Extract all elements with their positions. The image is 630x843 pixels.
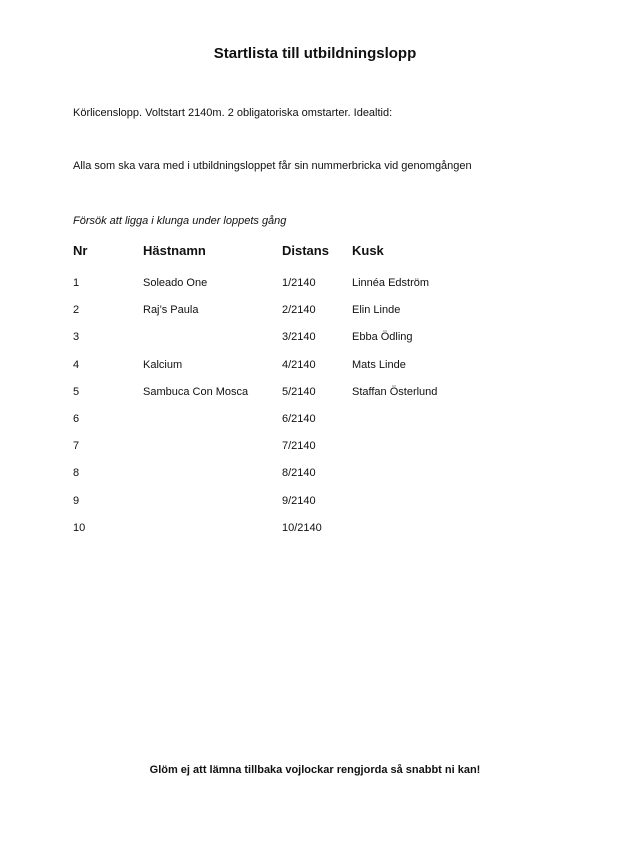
cell-distance: 10/2140	[282, 521, 322, 534]
cell-nr: 10	[73, 521, 86, 534]
pack-instruction-paragraph: Försök att ligga i klunga under loppets gång	[73, 215, 287, 227]
race-info-paragraph: Körlicenslopp. Voltstart 2140m. 2 obligatoriska omstarter. Idealtid:	[73, 107, 393, 119]
cell-nr: 6	[73, 412, 80, 425]
header-distance: Distans	[282, 243, 329, 258]
cell-distance: 2/2140	[282, 304, 316, 317]
header-horse-name: Hästnamn	[143, 243, 206, 258]
cell-driver: Ebba Ödling	[352, 331, 413, 344]
cell-nr: 4	[73, 358, 80, 371]
cell-nr: 5	[73, 385, 80, 398]
cell-distance: 4/2140	[282, 358, 316, 371]
cell-driver: Staffan Österlund	[352, 385, 438, 398]
cell-distance: 7/2140	[282, 440, 316, 453]
cell-distance: 8/2140	[282, 467, 316, 480]
cell-driver: Linnéa Edström	[352, 277, 430, 289]
cell-nr: 2	[73, 304, 80, 317]
cell-nr: 8	[73, 467, 80, 480]
cell-distance: 1/2140	[282, 277, 316, 289]
cell-nr: 1	[73, 277, 80, 289]
cell-distance: 9/2140	[282, 494, 316, 507]
cell-distance: 5/2140	[282, 385, 316, 398]
document-title: Startlista till utbildningslopp	[213, 45, 417, 62]
header-driver: Kusk	[352, 243, 384, 258]
cell-horse-name: Sambuca Con Mosca	[143, 385, 249, 398]
cell-driver: Mats Linde	[352, 358, 406, 371]
cell-driver: Elin Linde	[352, 304, 401, 317]
cell-distance: 3/2140	[282, 331, 316, 344]
header-nr: Nr	[73, 243, 88, 258]
cell-horse-name: Kalcium	[143, 358, 183, 371]
number-tag-info-paragraph: Alla som ska vara med i utbildningsloppet får sin nummerbricka vid genomgången	[73, 160, 472, 172]
cell-horse-name: Raj’s Paula	[143, 304, 199, 317]
cell-nr: 7	[73, 440, 80, 453]
cell-distance: 6/2140	[282, 412, 316, 425]
footer-reminder: Glöm ej att lämna tillbaka vojlockar rengjorda så snabbt ni kan!	[149, 764, 481, 776]
cell-nr: 9	[73, 494, 80, 507]
cell-nr: 3	[73, 331, 80, 344]
cell-horse-name: Soleado One	[143, 277, 208, 289]
